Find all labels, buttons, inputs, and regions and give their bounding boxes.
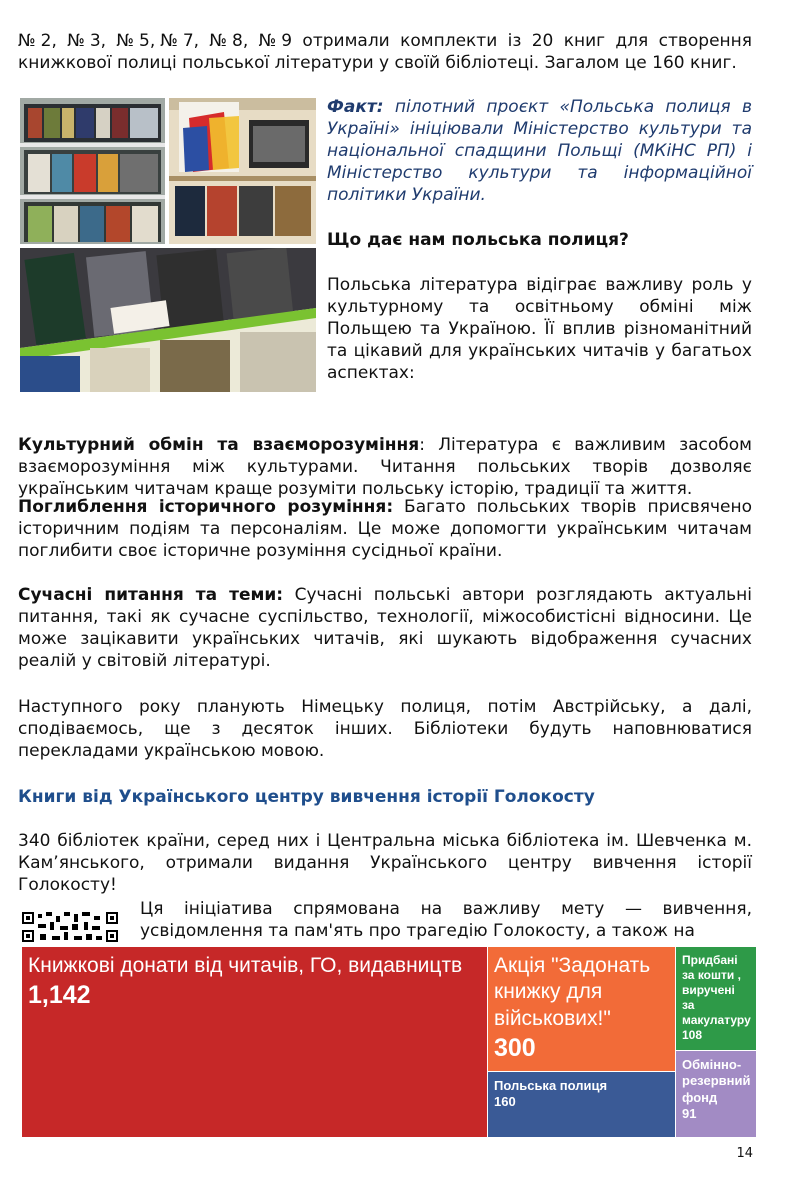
point-title: Культурний обмін та взаєморозуміння [18,435,420,455]
polish-literature-paragraph: Польська література відіграє важливу роль у культурному та освітньому обміні між Польщею та Україною. Її вплив різноманітний та цікавий для українських читачів у багатьох аспектах: [327,275,752,383]
point-modern-issues [18,584,752,672]
tile-label: Книжкові донати від читачів, ГО, видавництв [28,954,463,977]
fact-text: пілотний проєкт «Польська полиця в Україні» ініціювали Міністерство культури та національної спадщини Польщі (МКіНС РП) і Міністерство культури та інформаційної політики України. [327,97,752,205]
tile-label: Польська полиця [494,1078,608,1093]
tile-value: 91 [682,1105,697,1121]
tile-label: Обмінно-резервний фонд [682,1057,751,1105]
question-heading: Що дає нам польська полиця? [327,230,629,250]
point-title: Сучасні питання та теми: [18,585,284,605]
holocaust-heading: Книги від Українського центру вивчення історії Голокосту [18,787,595,807]
tile-polish-shelf [488,1072,676,1138]
next-year-paragraph: Наступного року планують Німецьку полиця, потім Австрійську, а далі, сподіваємось, ще з десяток інших. Бібліотеки будуть наповнюватися перекладами українською мовою. [18,697,752,761]
bookshelf-photo-bottom [20,248,316,392]
point-separator: : [419,435,439,455]
point-separator [393,497,404,517]
bookshelf-photo-left [20,98,165,244]
point-text: Сучасні польські автори розглядають актуальні питання, такі як сучасне суспільство, технології, міжособистісні відносини. Це може зацікавити українських читачів, які шукають відображення сучасних реалій у світовій літературі. [18,585,753,671]
intro-paragraph: №2, №3, №5,№7, №8, №9 отримали комплекти із 20 книг для створення книжкової полиці польської літератури у своїй бібліотеці. Загалом це 160 книг. [18,31,752,73]
tile-label: Акція "Задонать книжку для військових!" [494,954,651,1030]
tile-value: 1,142 [28,981,91,1010]
point-title: Поглиблення історичного розуміння: [18,497,394,517]
donations-treemap [22,947,757,1138]
initiative-paragraph: Ця ініціатива спрямована на важливу мету — вивчення, усвідомлення та пам'ять про трагедію Голокосту, а також на [140,899,752,941]
tile-military-campaign [488,947,676,1072]
tile-reader-donations [22,947,488,1138]
tile-exchange-fund [676,1051,757,1138]
qr-code-icon [22,912,118,942]
point-historical-understanding [18,496,752,562]
bookshelf-photo-right [169,98,316,244]
page-number: 14 [736,1146,753,1161]
tile-value: 160 [494,1094,516,1110]
point-text: Література є важливим засобом взаєморозуміння між культурами. Читання польських творів дозволяє українським читачам краще розуміти польську історію, традиції та життя. [18,435,752,499]
fact-label: Факт: [327,97,384,117]
point-separator [283,585,295,605]
tile-label: Придбані за кошти , виручені за макулатуру [682,953,751,1027]
fact-paragraph [327,96,752,206]
point-text: Багато польських творів присвячено історичним подіям та персоналіям. Це може допомогти українським читачам поглибити своє історичне розуміння сусідньої країни. [18,497,753,561]
tile-waste-paper-purchase [676,947,757,1051]
tile-value: 108 [682,1028,703,1042]
point-cultural-exchange [18,434,752,500]
holocaust-paragraph: 340 бібліотек країни, серед них і Центральна міська бібліотека ім. Шевченка м. Кам’янського, отримали видання Українського центру вивчення історії Голокосту! [18,831,752,895]
tile-value: 300 [494,1033,536,1062]
